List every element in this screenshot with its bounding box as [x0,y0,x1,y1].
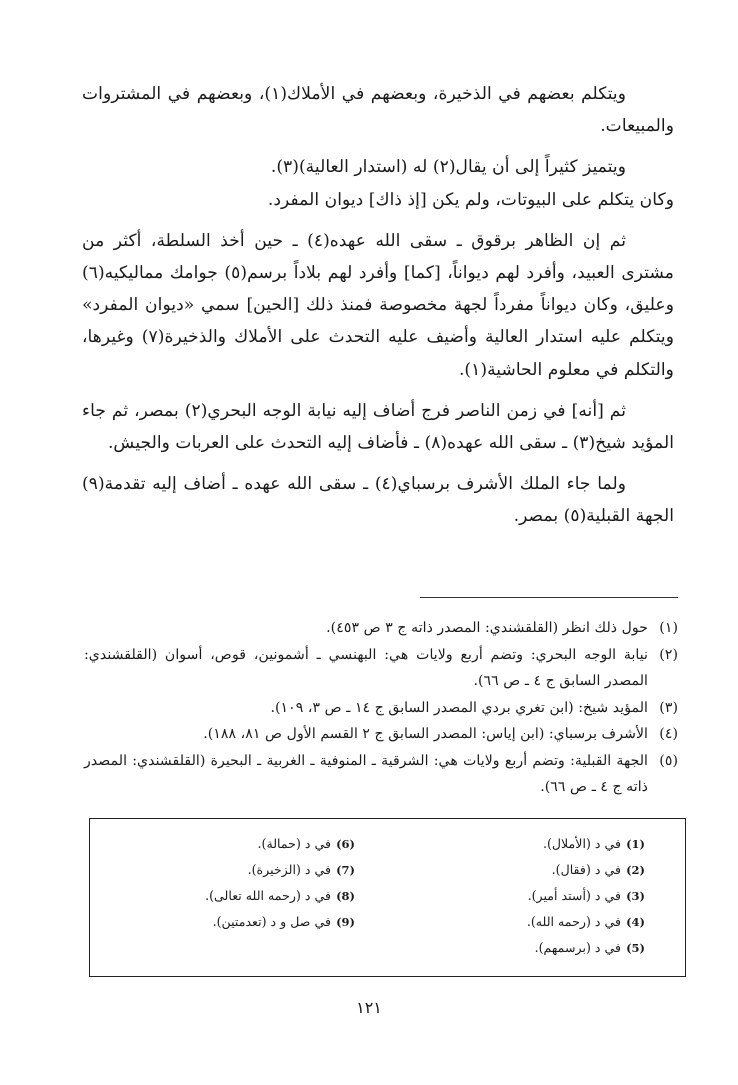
variant-number: (8) [336,889,355,903]
variant-item [385,935,645,961]
variant-item [95,857,355,883]
main-text [82,78,674,542]
variant-text: في صل و د (تعدمتين). [212,914,331,929]
variant-item [95,831,355,857]
variant-text: في د (برسمهم). [534,940,621,955]
footnote-number: (١) [659,620,678,636]
variant-item [385,883,645,909]
paragraph-2: ويتميز كثيراً إلى أن يقال(٢) له (استدار العالية)(٣). [270,157,626,178]
variant-number: (3) [626,889,645,903]
variant-number: (7) [336,863,355,877]
footnote-number: (٣) [659,699,678,716]
footnote-text: حول ذلك انظر (القلقشندي: المصدر ذاته ج ٣ ص ٤٥٣). [326,620,648,636]
variant-item [95,909,355,935]
footnote [84,695,678,722]
footnote-text: المؤيد شيخ: (ابن تغري بردي المصدر السابق ج ١٤ ـ ص ٣، ١٠٩). [270,699,648,716]
variant-item [385,857,645,883]
footnote [84,721,678,748]
footnote [84,615,678,642]
variant-number: (5) [626,941,645,955]
footnote-text: نيابة الوجه البحري: وتضم أربع ولايات هي: البهنسي ـ أشمونين، قوص، أسوان (القلقشندي: المصدر السابق ج ٤ ـ ص ٦٦). [84,646,648,689]
variant-text: في د (الأملال). [542,836,621,851]
variant-number: (2) [626,863,645,877]
paragraph-3: وكان يتكلم على البيوتات، ولم يكن [إذ ذاك] ديوان المفرد. [267,189,674,210]
page-number: ١٢١ [356,998,382,1017]
variant-item [385,831,645,857]
variant-number: (1) [626,837,645,851]
paragraph-5: ثم [أنه] في زمن الناصر فرج أضاف إليه نيابة الوجه البحري(٢) بمصر، ثم جاء المؤيد شيخ(٣) ـ سقى الله عهده(٨) ـ فأضاف إليه التحدث على العربات والجيش. [82,400,674,454]
paragraph-4: ثم إن الظاهر برقوق ـ سقى الله عهده(٤) ـ حين أخذ السلطة، أكثر من مشترى العبيد، وأفرد لهم ديواناً، [كما] وأفرد لهم بلاداً برسم(٥) جوامك مماليكيه(٦) وعليق، وكان ديواناً مفرداً لجهة مخصوصة فمنذ ذلك [الحين] سمي «ديوان المفرد» ويتكلم عليه استدار العالية وأضيف عليه التحدث على الأملاك والذخيرة(٧) وغيرها، والتكلم في معلوم الحاشية(١). [82,230,674,380]
variant-number: (6) [336,837,355,851]
paragraph-1: ويتكلم بعضهم في الذخيرة، وبعضهم في الأملاك(١)، وبعضهم في المشتروات والمبيعات. [82,84,674,137]
variant-text: في د (الزخيرة). [247,862,331,877]
variant-text: في د (أستد أمير). [527,888,621,903]
manuscript-variants-box [89,818,686,977]
variant-item [385,909,645,935]
variants-column-left [95,831,355,935]
footnote [84,748,678,801]
footnote-number: (٤) [659,726,678,742]
footnote [84,642,678,695]
variant-text: في د (رحمه الله تعالى). [205,888,331,903]
footnotes [84,615,678,801]
footnote-separator [420,597,678,598]
variant-number: (4) [626,915,645,929]
footnote-text: الجهة القبلية: وتضم أربع ولايات هي: الشرقية ـ المنوفية ـ الغربية ـ البحيرة (القلقشندي: المصدر ذاته ج ٤ ـ ص ٦٦). [84,752,648,795]
footnote-number: (٥) [659,752,678,769]
variant-text: في د (رحمه الله). [526,914,621,929]
footnote-text: الأشرف برسباي: (ابن إياس: المصدر السابق ج ٢ القسم الأول ص ٨١، ١٨٨). [203,726,648,742]
variants-column-right [385,831,645,961]
variant-text: في د (فقال). [551,862,621,877]
paragraph-6: ولما جاء الملك الأشرف برسباي(٤) ـ سقى الله عهده ـ أضاف إليه تقدمة(٩) الجهة القبلية(٥) بمصر. [82,474,674,527]
variant-text: في د (حمالة). [257,836,331,851]
variant-number: (9) [336,915,355,929]
footnote-number: (٢) [659,646,678,663]
variant-item [95,883,355,909]
